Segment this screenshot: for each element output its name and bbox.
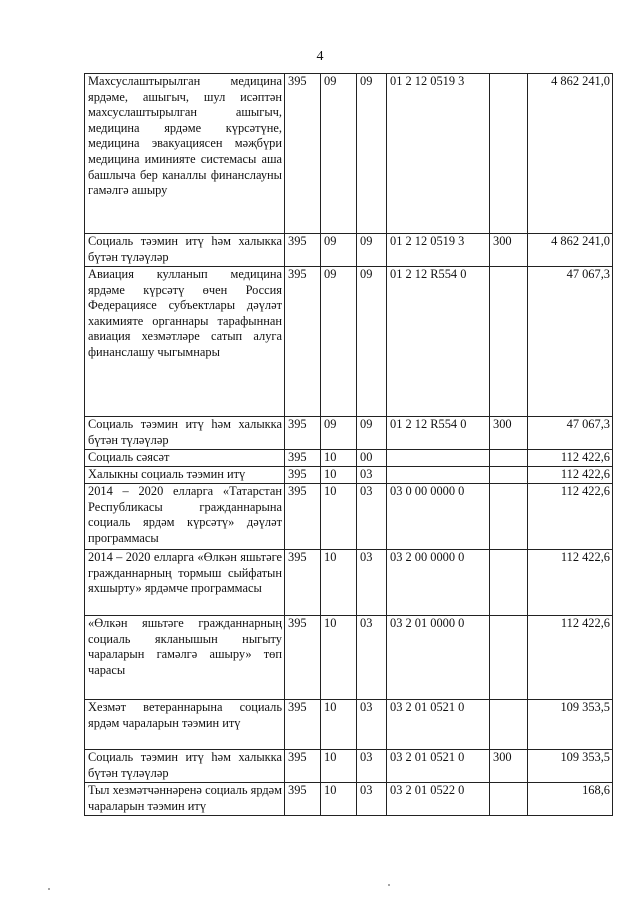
budget-table: [84, 73, 613, 816]
cell-ministry: 395: [285, 74, 321, 234]
cell-subsection: 09: [357, 267, 387, 417]
cell-target-code: 03 2 01 0522 0: [387, 783, 490, 816]
cell-name: Махсуслаштырылган медицина ярдәме, ашыгыч, шул исәптән махсуслаштырылган ашыгыч, медицина ярдәме күрсәтүне, медицина эвакуациясен мәҗбүри медицина иминияте системасы аша башлыча бер каналлы финанслауны гамәлгә ашыру: [85, 74, 285, 234]
cell-amount: 4 862 241,0: [528, 234, 613, 267]
cell-target-code: [387, 467, 490, 484]
cell-expense-type: [490, 467, 528, 484]
cell-amount: 47 067,3: [528, 417, 613, 450]
cell-section: 10: [321, 616, 357, 700]
cell-name: «Өлкән яшьтәге гражданнарның социаль якланышын ныгыту чараларын гамәлгә ашыру» төп чарасы: [85, 616, 285, 700]
table-row: [85, 74, 613, 234]
cell-amount: 47 067,3: [528, 267, 613, 417]
table-row: [85, 750, 613, 783]
cell-target-code: 03 2 01 0521 0: [387, 750, 490, 783]
cell-expense-type: 300: [490, 234, 528, 267]
cell-target-code: [387, 450, 490, 467]
cell-name: 2014 – 2020 елларга «Татарстан Республикасы гражданнарына социаль ярдәм күрсәтү» дәүләт программасы: [85, 484, 285, 550]
cell-subsection: 09: [357, 417, 387, 450]
cell-target-code: 01 2 12 R554 0: [387, 267, 490, 417]
cell-expense-type: [490, 783, 528, 816]
cell-name: Авиация кулланып медицина ярдәме күрсәтү өчен Россия Федерациясе субъектлары дәүләт хакимияте органнары тарафыннан авиация хезмәтләре сатып алуга финанслашу чыгымнары: [85, 267, 285, 417]
cell-amount: 112 422,6: [528, 467, 613, 484]
cell-section: 10: [321, 700, 357, 750]
cell-target-code: 01 2 12 0519 3: [387, 234, 490, 267]
cell-subsection: 03: [357, 467, 387, 484]
cell-amount: 109 353,5: [528, 750, 613, 783]
cell-target-code: 03 2 01 0521 0: [387, 700, 490, 750]
cell-ministry: 395: [285, 783, 321, 816]
cell-section: 10: [321, 467, 357, 484]
table-row: [85, 484, 613, 550]
cell-expense-type: [490, 74, 528, 234]
table-body: [85, 74, 613, 816]
table-row: [85, 417, 613, 450]
cell-name: Хезмәт ветераннарына социаль ярдәм чараларын тәэмин итү: [85, 700, 285, 750]
table-row: [85, 783, 613, 816]
cell-section: 09: [321, 234, 357, 267]
cell-name: Халыкны социаль тәэмин итү: [85, 467, 285, 484]
cell-amount: 112 422,6: [528, 450, 613, 467]
page-number: 4: [316, 49, 324, 64]
cell-section: 09: [321, 267, 357, 417]
cell-section: 10: [321, 750, 357, 783]
cell-expense-type: [490, 616, 528, 700]
cell-section: 09: [321, 417, 357, 450]
cell-expense-type: [490, 484, 528, 550]
cell-ministry: 395: [285, 267, 321, 417]
cell-target-code: 03 2 00 0000 0: [387, 550, 490, 616]
scan-speck: [388, 884, 390, 886]
cell-expense-type: [490, 267, 528, 417]
cell-subsection: 03: [357, 750, 387, 783]
cell-amount: 109 353,5: [528, 700, 613, 750]
cell-ministry: 395: [285, 484, 321, 550]
cell-amount: 4 862 241,0: [528, 74, 613, 234]
cell-ministry: 395: [285, 750, 321, 783]
table-row: [85, 616, 613, 700]
cell-name: Социаль тәэмин итү һәм халыкка бүтән түләүләр: [85, 417, 285, 450]
cell-expense-type: 300: [490, 417, 528, 450]
cell-section: 10: [321, 783, 357, 816]
cell-target-code: 01 2 12 R554 0: [387, 417, 490, 450]
cell-subsection: 03: [357, 700, 387, 750]
cell-section: 09: [321, 74, 357, 234]
cell-expense-type: [490, 550, 528, 616]
cell-section: 10: [321, 450, 357, 467]
cell-subsection: 03: [357, 616, 387, 700]
cell-amount: 112 422,6: [528, 550, 613, 616]
table-row: [85, 267, 613, 417]
cell-subsection: 03: [357, 783, 387, 816]
table-row: [85, 450, 613, 467]
cell-ministry: 395: [285, 234, 321, 267]
cell-expense-type: [490, 450, 528, 467]
cell-amount: 168,6: [528, 783, 613, 816]
table-row: [85, 700, 613, 750]
cell-ministry: 395: [285, 450, 321, 467]
cell-ministry: 395: [285, 700, 321, 750]
cell-ministry: 395: [285, 550, 321, 616]
cell-section: 10: [321, 484, 357, 550]
cell-subsection: 09: [357, 234, 387, 267]
cell-subsection: 03: [357, 484, 387, 550]
scan-speck: [48, 888, 50, 890]
cell-subsection: 00: [357, 450, 387, 467]
table-row: [85, 467, 613, 484]
cell-target-code: 03 2 01 0000 0: [387, 616, 490, 700]
cell-amount: 112 422,6: [528, 616, 613, 700]
cell-target-code: 03 0 00 0000 0: [387, 484, 490, 550]
cell-section: 10: [321, 550, 357, 616]
cell-amount: 112 422,6: [528, 484, 613, 550]
table-row: [85, 550, 613, 616]
cell-name: Социаль тәэмин итү һәм халыкка бүтән түләүләр: [85, 234, 285, 267]
cell-ministry: 395: [285, 417, 321, 450]
cell-name: Социаль тәэмин итү һәм халыкка бүтән түләүләр: [85, 750, 285, 783]
cell-target-code: 01 2 12 0519 3: [387, 74, 490, 234]
cell-name: 2014 – 2020 елларга «Өлкән яшьтәге гражданнарның тормыш сыйфатын яхшырту» ярдәмче программасы: [85, 550, 285, 616]
table-row: [85, 234, 613, 267]
cell-ministry: 395: [285, 616, 321, 700]
cell-name: Тыл хезмәтчәннәренә социаль ярдәм чараларын тәэмин итү: [85, 783, 285, 816]
cell-name: Социаль сәясәт: [85, 450, 285, 467]
cell-expense-type: [490, 700, 528, 750]
cell-subsection: 09: [357, 74, 387, 234]
cell-ministry: 395: [285, 467, 321, 484]
cell-subsection: 03: [357, 550, 387, 616]
cell-expense-type: 300: [490, 750, 528, 783]
